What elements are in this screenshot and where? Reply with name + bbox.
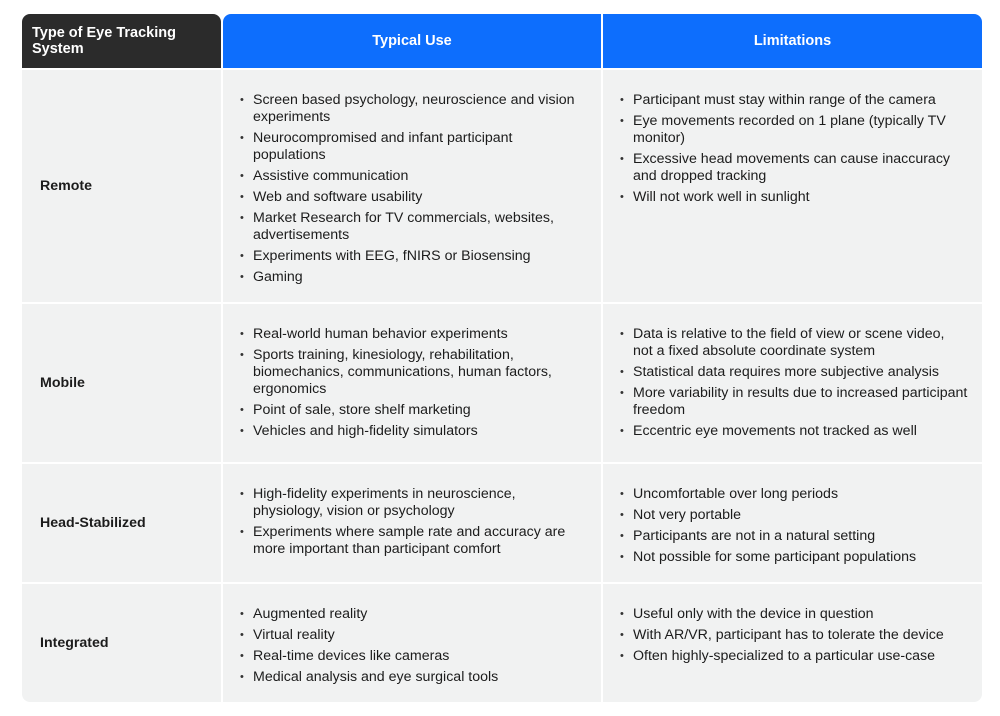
header-row [22,14,982,68]
typical-use-cell [223,68,601,302]
list-item: • Participants are not in a natural setting [633,528,968,545]
list-item: • Gaming [253,269,587,286]
row-type-integrated: Integrated [22,582,221,702]
list-item: • Often highly-specialized to a particular use-case [633,648,968,665]
table-row [22,68,982,302]
table-row [22,302,982,462]
list-item: • More variability in results due to increased participant freedom [633,385,968,419]
list-item: • Web and software usability [253,189,587,206]
list-item: • Will not work well in sunlight [633,189,968,206]
list-item: • Vehicles and high-fidelity simulators [253,423,587,440]
typical-use-cell [223,302,601,462]
limitations-cell [603,68,982,302]
list-item: • Point of sale, store shelf marketing [253,402,587,419]
list-item: • Eccentric eye movements not tracked as well [633,423,968,440]
header-typical-use: Typical Use [223,14,601,68]
limitations-list [603,70,982,206]
list-item: • Uncomfortable over long periods [633,486,968,503]
table-row [22,582,982,702]
limitations-list [603,304,982,440]
limitations-cell [603,582,982,702]
header-type: Type of Eye Tracking System [22,14,221,68]
list-item: • Virtual reality [253,627,587,644]
list-item: • Real-world human behavior experiments [253,326,587,343]
list-item: • Not possible for some participant populations [633,549,968,566]
limitations-cell [603,462,982,582]
list-item: • High-fidelity experiments in neuroscience, physiology, vision or psychology [253,486,587,520]
list-item: • Data is relative to the field of view or scene video, not a fixed absolute coordinate system [633,326,968,360]
list-item: • Sports training, kinesiology, rehabilitation, biomechanics, communications, human factors, ergonomics [253,347,587,398]
list-item: • Neurocompromised and infant participant populations [253,130,587,164]
list-item: • Statistical data requires more subjective analysis [633,364,968,381]
typical-use-list [223,304,601,440]
header-limitations: Limitations [603,14,982,68]
typical-use-list [223,464,601,558]
list-item: • Not very portable [633,507,968,524]
typical-use-list [223,584,601,686]
list-item: • Market Research for TV commercials, websites, advertisements [253,210,587,244]
typical-use-cell [223,582,601,702]
list-item: • Excessive head movements can cause inaccuracy and dropped tracking [633,151,968,185]
list-item: • Screen based psychology, neuroscience and vision experiments [253,92,587,126]
row-type-remote: Remote [22,68,221,302]
list-item: • Useful only with the device in question [633,606,968,623]
limitations-cell [603,302,982,462]
eye-tracking-comparison-table [20,14,984,702]
list-item: • Experiments where sample rate and accuracy are more important than participant comfort [253,524,587,558]
row-type-head-stabilized: Head-Stabilized [22,462,221,582]
row-type-mobile: Mobile [22,302,221,462]
list-item: • With AR/VR, participant has to tolerate the device [633,627,968,644]
list-item: • Assistive communication [253,168,587,185]
table-row [22,462,982,582]
limitations-list [603,464,982,566]
typical-use-cell [223,462,601,582]
list-item: • Eye movements recorded on 1 plane (typically TV monitor) [633,113,968,147]
list-item: • Participant must stay within range of the camera [633,92,968,109]
limitations-list [603,584,982,665]
typical-use-list [223,70,601,286]
list-item: • Medical analysis and eye surgical tools [253,669,587,686]
list-item: • Augmented reality [253,606,587,623]
list-item: • Experiments with EEG, fNIRS or Biosensing [253,248,587,265]
list-item: • Real-time devices like cameras [253,648,587,665]
